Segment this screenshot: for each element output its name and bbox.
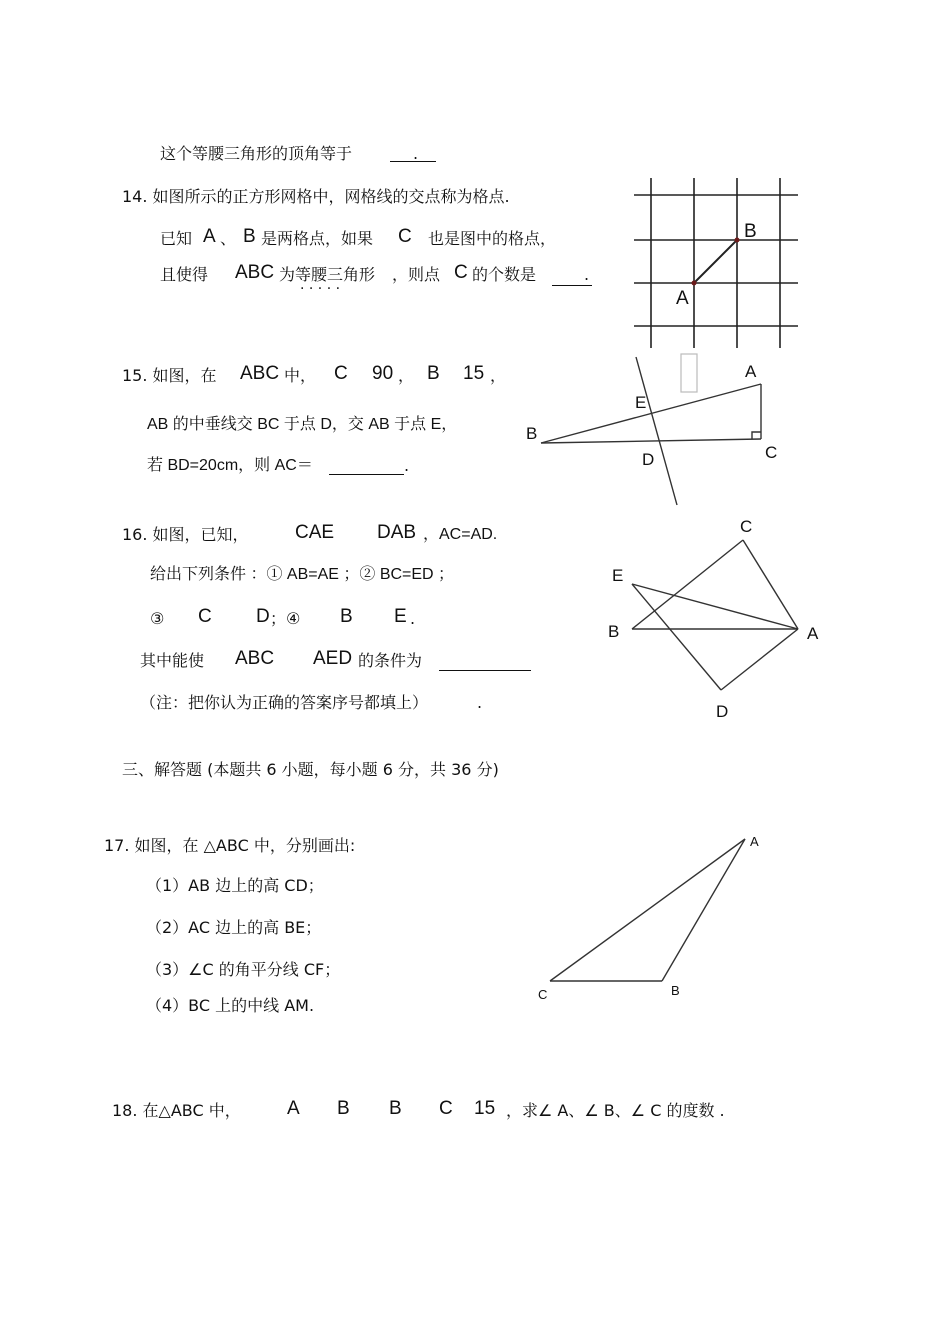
q17-item-3: （3）∠C 的角平分线 CF；: [146, 960, 341, 979]
q15-B: B: [427, 363, 440, 384]
q18-15: 15: [474, 1098, 496, 1119]
q16-note-tail: .: [477, 693, 483, 712]
q15-90: 90: [372, 363, 394, 384]
q16-dot: .: [410, 609, 416, 628]
q14-l3c: ，则点: [392, 265, 441, 284]
q16-label-E: E: [612, 566, 624, 585]
q15-label-E: E: [635, 393, 647, 412]
q15-label-B: B: [526, 424, 538, 443]
q13-tail: .: [413, 144, 419, 163]
q17-label-A: A: [750, 834, 759, 849]
q14-l2b: 是两格点，如果: [261, 229, 374, 248]
q14-l2-C: C: [398, 226, 412, 247]
q15-label-C: C: [765, 443, 778, 462]
q16-note: （注：把你认为正确的答案序号都填上）: [140, 693, 429, 712]
q15-label-D: D: [642, 450, 655, 469]
q15-num: 15. 如图，在: [122, 366, 217, 385]
q14-l3-tail: .: [584, 265, 590, 284]
section3-heading: 三、解答题 (本题共 6 小题，每小题 6 分，共 36 分): [122, 760, 499, 779]
q16-l4a: 其中能使: [140, 651, 205, 670]
q16-label-A: A: [807, 624, 819, 643]
q14-l3-ABC: ABC: [235, 262, 275, 283]
q15-tail: .: [404, 456, 410, 475]
q15-line3: 若 BD=20cm，则 AC＝: [147, 457, 313, 474]
q14-label-B: B: [744, 221, 757, 242]
q15-C: C: [334, 363, 348, 384]
q16-num: 16. 如图，已知，: [122, 525, 249, 544]
q17-item-1: （1）AB 边上的高 CD；: [146, 876, 324, 895]
q16-B: B: [340, 606, 353, 627]
q14-l2-sep: 、: [220, 229, 237, 248]
q13-text: 这个等腰三角形的顶角等于: [160, 144, 353, 163]
q15-label-A: A: [745, 362, 757, 381]
q14-l3a: 且使得: [160, 265, 209, 284]
q14-line1: 14. 如图所示的正方形网格中，网格线的交点称为格点.: [122, 187, 510, 206]
q14-l3b: 为等腰三角形: [279, 265, 376, 284]
q15-15: 15: [463, 363, 485, 384]
q14-label-A: A: [676, 288, 689, 309]
q15-comma2: ，: [490, 366, 507, 385]
q16-D: D: [256, 606, 270, 627]
q18-C: C: [439, 1098, 453, 1119]
q16-E: E: [394, 606, 407, 627]
q18-num: 18. 在△ABC 中，: [112, 1101, 241, 1120]
q17-item-2: （2）AC 边上的高 BE；: [146, 918, 322, 937]
q16-label-C: C: [740, 517, 753, 536]
q14-l2-A: A: [203, 226, 216, 247]
q17-line1: 17. 如图，在 △ABC 中，分别画出:: [104, 836, 356, 855]
q15-zhong: 中，: [284, 366, 317, 385]
q16-DAB: DAB: [377, 522, 417, 543]
q18-B2: B: [389, 1098, 402, 1119]
q14-emphasis-dots: · · · · ·: [300, 281, 341, 297]
q17-label-C: C: [538, 987, 548, 1002]
q14-l2c: 也是图中的格点，: [428, 229, 557, 248]
q16-rest: ，AC=AD.: [423, 526, 498, 543]
q17-label-B: B: [671, 983, 680, 998]
q14-l3-C: C: [454, 262, 468, 283]
q16-c3: ③: [150, 609, 165, 628]
q15-line2: AB 的中垂线交 BC 于点 D，交 AB 于点 E，: [147, 416, 458, 433]
q16-label-B: B: [608, 622, 620, 641]
q18-B1: B: [337, 1098, 350, 1119]
q16-AED: AED: [313, 648, 353, 669]
q18-A: A: [287, 1098, 300, 1119]
q14-l2-B: B: [243, 226, 256, 247]
q16-C: C: [198, 606, 212, 627]
q14-l3d: 的个数是: [472, 265, 537, 284]
q17-item-4: （4）BC 上的中线 AM.: [146, 996, 315, 1015]
q14-l2a: 已知: [160, 229, 193, 248]
q16-CAE: CAE: [295, 522, 335, 543]
q15-ABC: ABC: [240, 363, 280, 384]
q16-ABC: ABC: [235, 648, 275, 669]
q18-rest: ，求∠ A、∠ B、∠ C 的度数 .: [506, 1101, 725, 1120]
q16-label-D: D: [716, 702, 729, 721]
q16-l4b: 的条件为: [358, 651, 423, 670]
q16-line2: 给出下列条件 ：① AB=AE ；② BC=ED ；: [150, 566, 455, 583]
q16-c4: ；④: [270, 609, 301, 628]
q15-comma1: ，: [398, 366, 415, 385]
